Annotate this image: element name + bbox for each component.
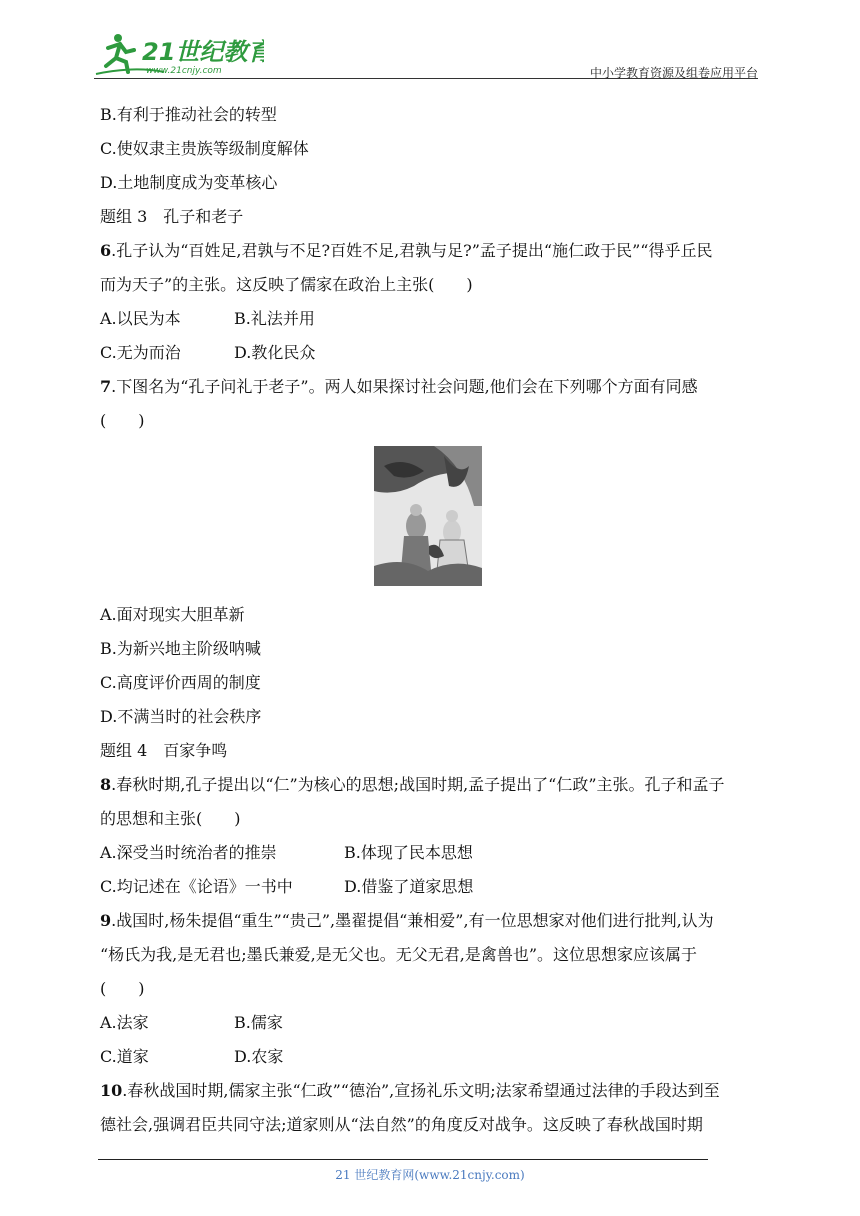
q9-option-b: B.儒家 <box>234 1013 283 1032</box>
q10-stem-line2: 德社会,强调君臣共同守法;道家则从“法自然”的角度反对战争。这反映了春秋战国时期 <box>100 1115 703 1134</box>
q8-options-row2 <box>100 870 764 904</box>
q7-option-d: D.不满当时的社会秩序 <box>100 707 262 726</box>
q7-stem-line2: ( ) <box>100 411 145 430</box>
q6-option-b: B.礼法并用 <box>234 309 315 328</box>
q10-number: 10 <box>100 1081 123 1100</box>
q9-option-a: A.法家 <box>100 1013 149 1032</box>
q7-number: 7 <box>100 377 112 396</box>
q6-text-1: .孔子认为“百姓足,君孰与不足?百姓不足,君孰与足?”孟子提出“施仁政于民”“得乎丘民 <box>111 241 713 260</box>
q7-text-1: .下图名为“孔子问礼于老子”。两人如果探讨社会问题,他们会在下列哪个方面有同感 <box>111 377 698 396</box>
q9-options-row1 <box>100 1006 764 1040</box>
q9-stem-line1 <box>100 904 764 938</box>
platform-name: 中小学教育资源及组卷应用平台 <box>589 66 758 80</box>
q6-options-row2 <box>100 336 764 370</box>
q7-option-b: B.为新兴地主阶级呐喊 <box>100 639 261 658</box>
running-man-logo-icon <box>94 30 264 78</box>
q6-option-a: A.以民为本 <box>100 309 181 328</box>
q8-text-1: .春秋时期,孔子提出以“仁”为核心的思想;战国时期,孟子提出了“仁政”主张。孔子和孟子 <box>111 775 725 794</box>
footer-divider <box>98 1159 708 1160</box>
logo-url: www.21cnjy.com <box>146 66 222 76</box>
q6-stem-line1 <box>100 234 764 268</box>
q9-number: 9 <box>100 911 112 930</box>
page-header <box>94 30 758 80</box>
q7-option-c: C.高度评价西周的制度 <box>100 673 261 692</box>
q8-option-a: A.深受当时统治者的推崇 <box>100 843 277 862</box>
q9-stem-line3: ( ) <box>100 979 145 998</box>
q6-number: 6 <box>100 241 112 260</box>
q9-options-row2 <box>100 1040 764 1074</box>
q10-text-1: .春秋战国时期,儒家主张“仁政”“德治”,宣扬礼乐文明;法家希望通过法律的手段达到至 <box>122 1081 720 1100</box>
logo-text: 21世纪教育 <box>142 38 264 66</box>
q5-option-c: C.使奴隶主贵族等级制度解体 <box>100 139 309 158</box>
q8-stem-line1 <box>100 768 764 802</box>
illustration-image <box>374 446 482 586</box>
site-logo <box>94 30 264 78</box>
q6-stem-line2: 而为天子”的主张。这反映了儒家在政治上主张( ) <box>100 275 473 294</box>
q7-option-a: A.面对现实大胆革新 <box>100 605 245 624</box>
q7-stem-line1 <box>100 370 764 404</box>
q8-option-d: D.借鉴了道家思想 <box>344 877 474 896</box>
group-4-heading: 题组 4 百家争鸣 <box>100 741 228 760</box>
q8-option-c: C.均记述在《论语》一书中 <box>100 877 293 896</box>
q10-stem-line1 <box>100 1074 764 1108</box>
q9-text-1: .战国时,杨朱提倡“重生”“贵己”,墨翟提倡“兼相爱”,有一位思想家对他们进行批判,认为 <box>111 911 714 930</box>
q9-stem-line2: “杨氏为我,是无君也;墨氏兼爱,是无父也。无父无君,是禽兽也”。这位思想家应该属于 <box>100 945 698 964</box>
q8-stem-line2: 的思想和主张( ) <box>100 809 241 828</box>
q9-option-d: D.农家 <box>234 1047 284 1066</box>
header-divider <box>94 78 758 79</box>
q8-number: 8 <box>100 775 112 794</box>
q6-option-d: D.教化民众 <box>234 343 316 362</box>
q8-option-b: B.体现了民本思想 <box>344 843 473 862</box>
footer-site-link[interactable]: 21 世纪教育网(www.21cnjy.com) <box>335 1168 525 1182</box>
q9-option-c: C.道家 <box>100 1047 149 1066</box>
q5-option-b: B.有利于推动社会的转型 <box>100 105 277 124</box>
q6-options-row1 <box>100 302 764 336</box>
question-content <box>100 98 764 1142</box>
group-3-heading: 题组 3 孔子和老子 <box>100 207 244 226</box>
q6-option-c: C.无为而治 <box>100 343 181 362</box>
q8-options-row1 <box>100 836 764 870</box>
confucius-laozi-figure <box>100 446 764 590</box>
q5-option-d: D.土地制度成为变革核心 <box>100 173 278 192</box>
